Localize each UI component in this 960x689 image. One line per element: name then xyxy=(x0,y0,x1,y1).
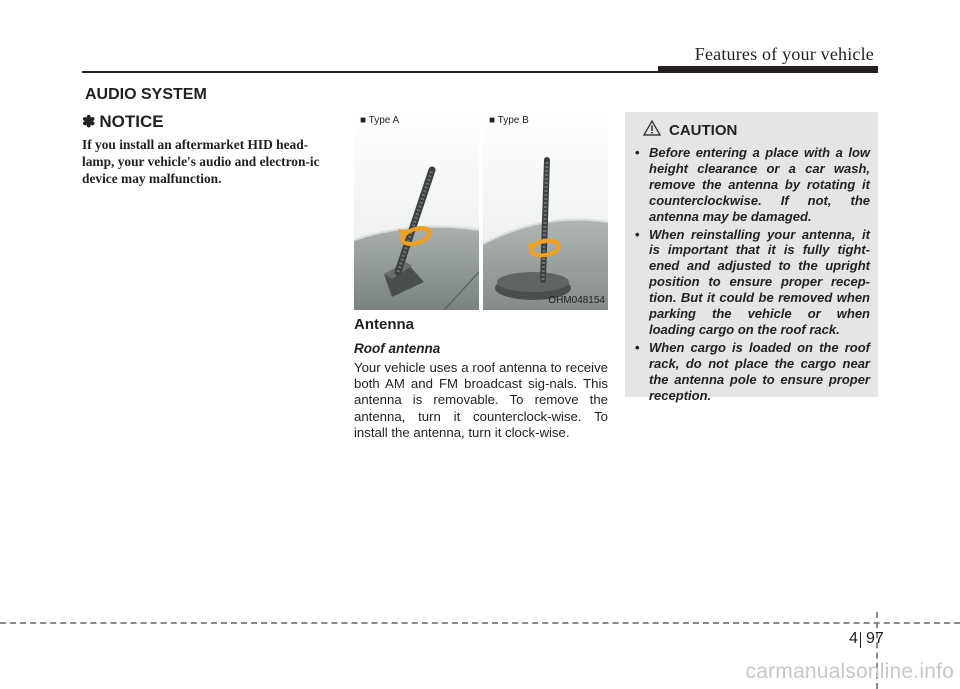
notice-star-icon: ✽ xyxy=(82,114,96,131)
figure-panel-type-b xyxy=(483,112,608,310)
figure-panel-type-a xyxy=(354,112,479,310)
caution-item: • When cargo is loaded on the roof rack, do not place the cargo near the antenna pole to ensure proper reception. xyxy=(635,339,870,403)
type-b-label: ■ Type B xyxy=(489,115,529,126)
notice-body: If you install an aftermarket HID head-lamp, your vehicle's audio and electron-ic device may malfunction. xyxy=(82,137,320,186)
caution-box xyxy=(625,112,878,403)
antenna-section xyxy=(354,316,608,441)
notice-block xyxy=(82,112,337,187)
caution-item: • Before entering a place with a low height clearance or a car wash, remove the antenna by rotating it counterclockwise. If not, the antenna may be damaged. xyxy=(635,145,870,224)
antenna-figure xyxy=(354,112,608,310)
caution-item: • When reinstalling your antenna, it is important that it is fully tight-ened and adjusted to the upright position to ensure proper recep-tion. But it could be removed when parking the vehicle or when loading cargo on the roof rack. xyxy=(635,226,870,337)
caution-title: CAUTION xyxy=(669,122,738,139)
notice-heading xyxy=(82,112,337,132)
caution-header xyxy=(643,120,870,141)
caution-list xyxy=(633,145,870,404)
warning-triangle-icon xyxy=(643,120,661,141)
figure-code: OHM048154 xyxy=(548,295,605,306)
header-accent-bar xyxy=(658,66,878,72)
footer-rule xyxy=(0,622,960,624)
section-title: AUDIO SYSTEM xyxy=(85,86,207,103)
watermark: carmanualsonline.info xyxy=(745,660,954,683)
notice-heading-label: NOTICE xyxy=(99,112,164,131)
header-title: Features of your vehicle xyxy=(694,44,874,64)
type-a-label: ■ Type A xyxy=(360,115,400,126)
antenna-body: Your vehicle uses a roof antenna to receive both AM and FM broadcast sig-nals. This antenna is removable. To remove the antenna, turn it counterclock-wise. To install the antenna, turn it clock-wise. xyxy=(354,360,608,440)
type-b-antenna-illustration xyxy=(483,112,608,310)
antenna-heading: Antenna xyxy=(354,316,414,333)
antenna-subheading: Roof antenna xyxy=(354,341,441,356)
type-a-antenna-illustration xyxy=(354,112,479,310)
page-number: 97 xyxy=(866,630,884,647)
page-number-divider xyxy=(860,632,861,648)
chapter-number: 4 xyxy=(849,630,858,647)
